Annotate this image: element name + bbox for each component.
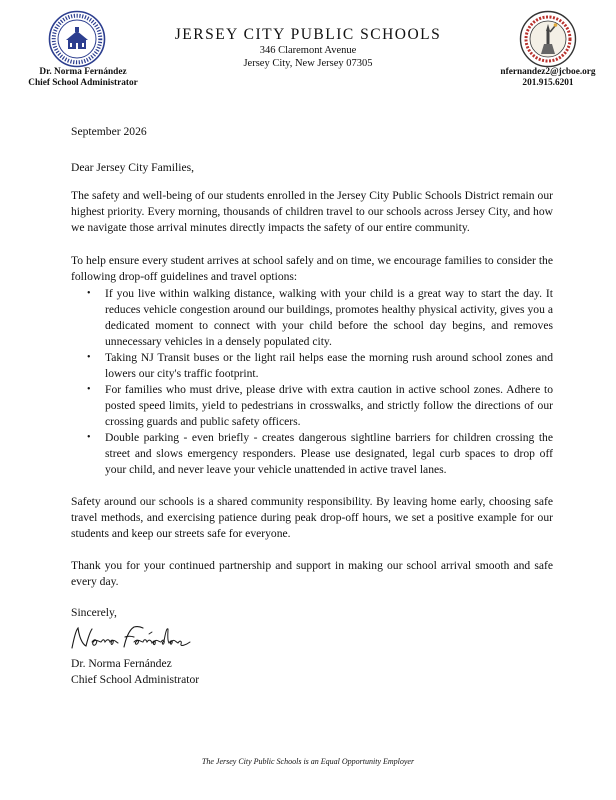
letterhead-contact-block [484, 67, 612, 89]
guidelines-list [71, 286, 553, 478]
letter-greeting: Dear Jersey City Families, [71, 161, 194, 174]
letterhead-sender-name: Dr. Norma Fernández [39, 67, 127, 77]
page-footer: The Jersey City Public Schools is an Equal Opportunity Employer [201, 757, 415, 766]
handwritten-signature [66, 620, 196, 654]
contact-email: nfernandez2@jcboe.org [500, 67, 596, 77]
letterhead-sender-title: Chief School Administrator [28, 78, 138, 88]
organization-name: JERSEY CITY PUBLIC SCHOOLS [174, 26, 442, 43]
list-item: • For families who must drive, please drive with extra caution in active school zones. Adhere to posted speed limits, yield to pedestrians in crosswalks, and strictly follow the directions of our crossing guards and public safety officers. [71, 382, 553, 430]
letter-paragraph-1: The safety and well-being of our students enrolled in the Jersey City Public Schools District remain our highest priority. Every morning, thousands of children travel to our schools across Jersey City, and how we navigate those arrival minutes directly impacts the safety of our entire community. [71, 189, 553, 234]
organization-street-address: 346 Claremont Avenue [259, 45, 357, 56]
letterhead-sender-block [28, 67, 138, 89]
contact-phone: 201.915.6201 [522, 78, 574, 88]
signer-title: Chief School Administrator [71, 673, 200, 686]
letter-closing: Sincerely, [71, 606, 117, 619]
letter-date: September 2026 [71, 125, 147, 138]
list-item: • Double parking - even briefly - creates dangerous sightline barriers for children crossing the street and slows emergency responders. Please use designated, legal curb spaces to drop off your child, and never leave your vehicle unattended in active travel lanes. [71, 430, 553, 478]
letter-paragraph-3: Safety around our schools is a shared community responsibility. By leaving home early, choosing safe travel methods, and exercising patience during peak drop-off hours, we set a positive example for our students and keep our streets safe for everyone. [71, 495, 553, 540]
letter-paragraph-2: To help ensure every student arrives at school safely and on time, we encourage families to consider the following drop-off guidelines and travel options: [71, 254, 553, 283]
letter-paragraph-4: Thank you for your continued partnership and support in making our school arrival smooth and safe every day. [71, 559, 553, 588]
list-item: • If you live within walking distance, walking with your child is a great way to start the day. It reduces vehicle congestion around our buildings, promotes healthy physical activity, gives you a dedicated moment to connect with your child before the school day begins, and removes unnecessary vehicles in a densely populated city. [71, 286, 553, 350]
list-item: • Taking NJ Transit buses or the light rail helps ease the morning rush around school zones and lowers our city's traffic footprint. [71, 350, 553, 382]
organization-city-address: Jersey City, New Jersey 07305 [243, 58, 373, 69]
signer-name: Dr. Norma Fernández [71, 657, 172, 670]
